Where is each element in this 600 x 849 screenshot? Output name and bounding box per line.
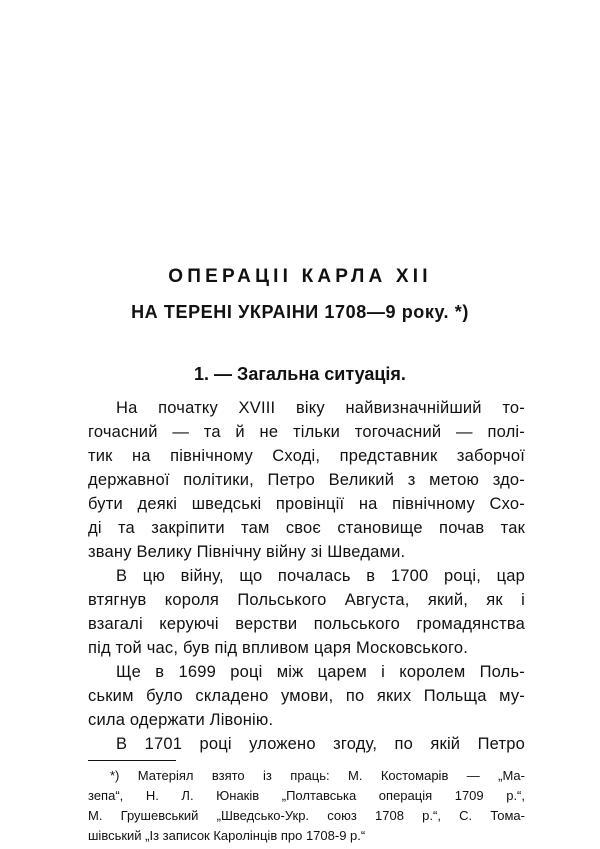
body-line: На початку XVIII віку найвизначнійший то-	[116, 399, 525, 417]
body-line: втягнув короля Польського Августа, який, як і	[88, 591, 525, 609]
footnote-line: *) Матеріял взято із праць: М. Костомарів — „Ма-	[110, 768, 525, 783]
body-line: ським було складено умови, по яких Польща му-	[88, 687, 525, 705]
body-line: гочасний — та й не тільки тогочасний — полі-	[88, 423, 525, 441]
footnote-line: шівський „Із записок Каролінців про 1708-9 р.“	[88, 828, 366, 843]
footnote-line: М. Грушевський „Шведсько-Укр. союз 1708 р.“, С. Тома-	[88, 808, 525, 823]
body-line: В цю війну, що почалась в 1700 році, цар	[116, 567, 525, 585]
body-line: звану Велику Північну війну зі Шведами.	[88, 543, 406, 561]
body-line: бути деякі шведські провінції на північному Схо-	[88, 495, 525, 513]
body-line: державної політики, Петро Великий з метою здо-	[88, 471, 525, 489]
chapter-title-line-2: НА ТЕРЕНІ УКРАІНИ 1708—9 року. *)	[131, 302, 469, 322]
body-line: під той час, був під впливом царя Московського.	[88, 639, 468, 657]
body-line: взагалі керуючі верстви польського громадянства	[88, 615, 525, 633]
footnote-divider	[88, 760, 176, 761]
body-line: Ще в 1699 році між царем і королем Поль-	[116, 663, 525, 681]
section-heading: 1. — Загальна ситуація.	[194, 364, 406, 384]
body-line: В 1701 році уложено згоду, по якій Петро	[116, 735, 525, 753]
body-line: тик на північному Сході, представник заборчої	[88, 447, 525, 465]
body-line: сила одержати Лівонію.	[88, 711, 274, 729]
body-line: ді та закріпити там своє становище почав так	[88, 519, 525, 537]
footnote-line: зепа“, Н. Л. Юнаків „Полтавська операція 1709 р.“,	[88, 788, 525, 803]
chapter-title-line-1: ОПЕРАЦІІ КАРЛА XII	[168, 266, 432, 287]
